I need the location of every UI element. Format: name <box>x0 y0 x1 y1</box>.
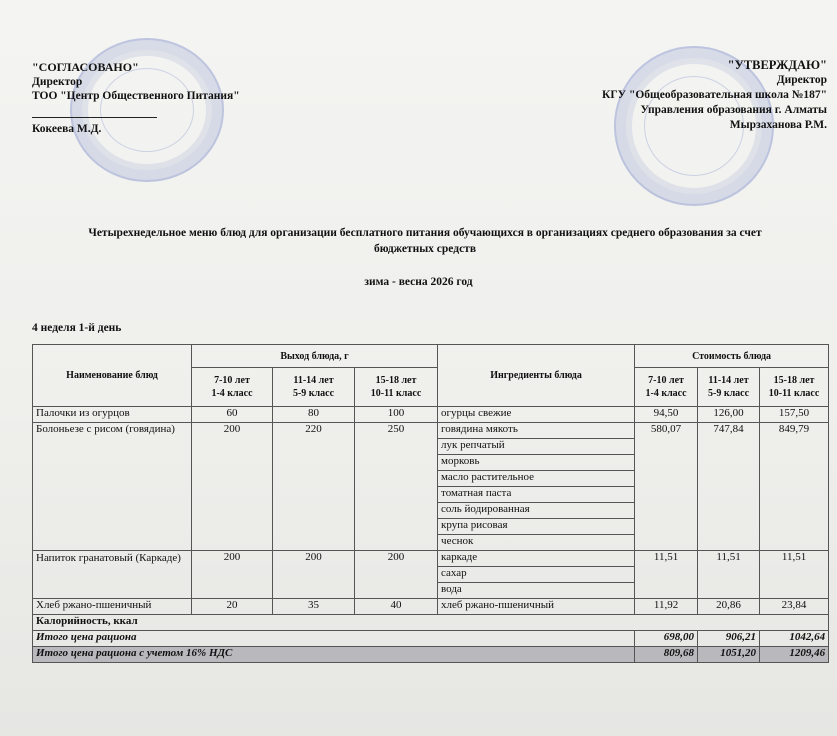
cost-cell: 23,84 <box>760 599 829 615</box>
signature-line-left <box>32 104 157 118</box>
week-day-label: 4 неделя 1-й день <box>32 322 122 334</box>
approval-block-left <box>32 60 292 137</box>
ingredient-cell: каркаде <box>438 551 635 567</box>
cost-cell: 747,84 <box>698 423 760 551</box>
header-cost-age-3: 15-18 лет 10-11 класс <box>760 368 829 407</box>
cost-cell: 126,00 <box>698 407 760 423</box>
approval-left-name: Кокеева М.Д. <box>32 123 102 135</box>
cost-cell: 11,51 <box>698 551 760 599</box>
yield-cell: 250 <box>355 423 438 551</box>
total-row <box>33 631 829 647</box>
table-row <box>33 407 829 423</box>
total-vat-row <box>33 647 829 663</box>
table-row <box>33 599 829 615</box>
approval-left-title: "СОГЛАСОВАНО" <box>32 60 139 74</box>
yield-cell: 200 <box>273 551 355 599</box>
ingredient-cell: томатная паста <box>438 487 635 503</box>
header-yield-age-1: 7-10 лет 1-4 класс <box>192 368 273 407</box>
ingredient-cell: огурцы свежие <box>438 407 635 423</box>
cost-cell: 11,92 <box>635 599 698 615</box>
total-vat-cell: 1051,20 <box>698 647 760 663</box>
approval-right-title: "УТВЕРЖДАЮ" <box>727 58 827 72</box>
yield-cell: 80 <box>273 407 355 423</box>
calories-label: Калорийность, ккал <box>33 615 829 631</box>
ingredient-cell: соль йодированная <box>438 503 635 519</box>
yield-cell: 60 <box>192 407 273 423</box>
yield-cell: 220 <box>273 423 355 551</box>
cost-cell: 157,50 <box>760 407 829 423</box>
yield-cell: 40 <box>355 599 438 615</box>
cost-cell: 580,07 <box>635 423 698 551</box>
yield-cell: 200 <box>355 551 438 599</box>
yield-cell: 20 <box>192 599 273 615</box>
dish-name: Хлеб ржано-пшеничный <box>33 599 192 615</box>
ingredient-cell: вода <box>438 583 635 599</box>
approval-left-org: ТОО "Центр Общественного Питания" <box>32 90 240 102</box>
document-title: Четырехнедельное меню блюд для организации бесплатного питания обучающихся в организациях среднего образования за счет бюджетных средств <box>88 227 762 255</box>
yield-cell: 100 <box>355 407 438 423</box>
table-row <box>33 551 829 567</box>
ingredient-cell: хлеб ржано-пшеничный <box>438 599 635 615</box>
ingredient-cell: лук репчатый <box>438 439 635 455</box>
ingredient-cell: говядина мякоть <box>438 423 635 439</box>
calories-row <box>33 615 829 631</box>
header-yield: Выход блюда, г <box>192 345 438 368</box>
header-dish: Наименование блюд <box>33 345 192 407</box>
header-cost-age-1: 7-10 лет 1-4 класс <box>635 368 698 407</box>
total-vat-cell: 1209,46 <box>760 647 829 663</box>
ingredient-cell: чеснок <box>438 535 635 551</box>
ingredient-cell: масло растительное <box>438 471 635 487</box>
menu-table <box>32 344 829 663</box>
header-cost-age-2: 11-14 лет 5-9 класс <box>698 368 760 407</box>
total-vat-label: Итого цена рациона с учетом 16% НДС <box>33 647 635 663</box>
ingredient-cell: морковь <box>438 455 635 471</box>
header-ingredients: Ингредиенты блюда <box>438 345 635 407</box>
cost-cell: 94,50 <box>635 407 698 423</box>
approval-right-name: Мырзаханова Р.М. <box>729 119 827 131</box>
table-row <box>33 423 829 439</box>
table-header-row <box>33 345 829 368</box>
header-cost: Стоимость блюда <box>635 345 829 368</box>
approval-block-right <box>527 58 827 133</box>
header-yield-age-2: 11-14 лет 5-9 класс <box>273 368 355 407</box>
total-cell: 1042,64 <box>760 631 829 647</box>
approval-right-org-line1: КГУ "Общеобразовательная школа №187" <box>602 89 827 101</box>
yield-cell: 200 <box>192 423 273 551</box>
total-vat-cell: 809,68 <box>635 647 698 663</box>
ingredient-cell: сахар <box>438 567 635 583</box>
approval-left-position: Директор <box>32 75 83 88</box>
yield-cell: 200 <box>192 551 273 599</box>
approval-right-org-line2: Управления образования г. Алматы <box>640 104 827 116</box>
header-yield-age-3: 15-18 лет 10-11 класс <box>355 368 438 407</box>
cost-cell: 20,86 <box>698 599 760 615</box>
yield-cell: 35 <box>273 599 355 615</box>
approval-right-position: Директор <box>776 74 827 86</box>
cost-cell: 849,79 <box>760 423 829 551</box>
total-cell: 698,00 <box>635 631 698 647</box>
cost-cell: 11,51 <box>760 551 829 599</box>
document-season: зима - весна 2026 год <box>364 276 473 288</box>
dish-name: Палочки из огурцов <box>33 407 192 423</box>
dish-name: Напиток гранатовый (Каркаде) <box>33 551 192 599</box>
cost-cell: 11,51 <box>635 551 698 599</box>
ingredient-cell: крупа рисовая <box>438 519 635 535</box>
total-cell: 906,21 <box>698 631 760 647</box>
total-label: Итого цена рациона <box>33 631 635 647</box>
dish-name: Болоньезе с рисом (говядина) <box>33 423 192 551</box>
